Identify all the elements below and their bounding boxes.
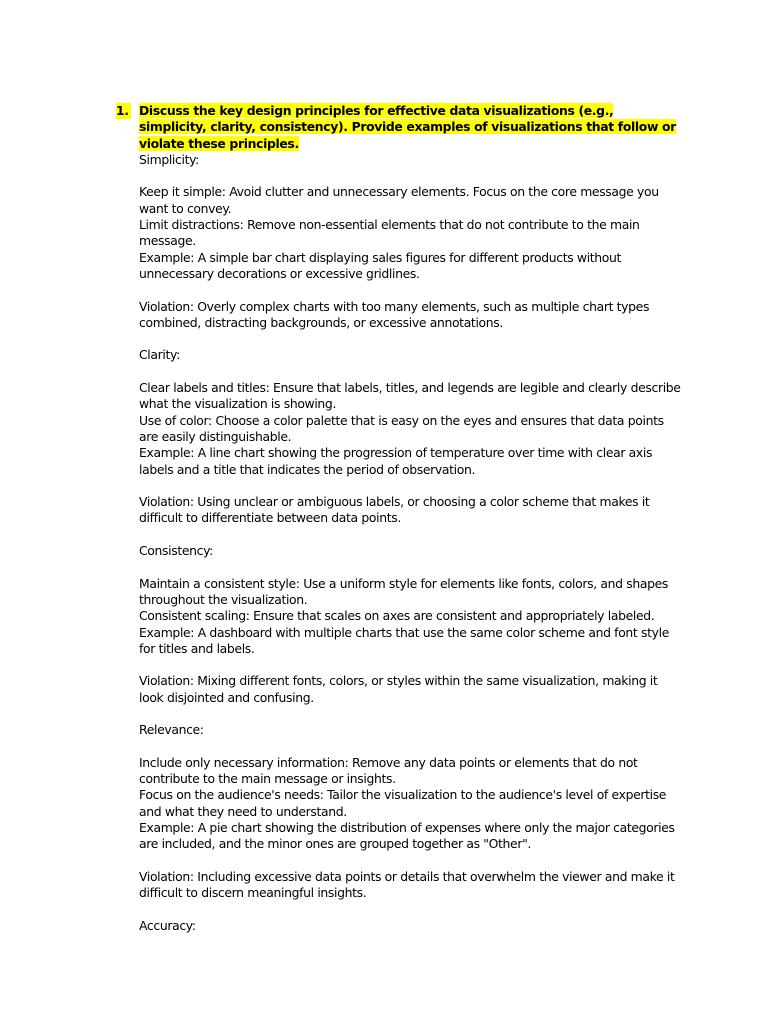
section-heading: Consistency: — [139, 543, 213, 559]
paragraph: Violation: Overly complex charts with too many elements, such as multiple chart types combined, distracting backgrounds, or excessive annotations. — [139, 298, 650, 330]
paragraph: Example: A line chart showing the progression of temperature over time with clear axis labels and a title that indicates the period of observation. — [139, 445, 653, 477]
blank-line — [139, 706, 684, 722]
paragraph: Violation: Using unclear or ambiguous labels, or choosing a color scheme that makes it difficult to differentiate between data points. — [139, 494, 650, 526]
question-text: Discuss the key design principles for effective data visualizations (e.g., simplicity, clarity, consistency). Provide examples of visualizations that follow or violate these principles. — [139, 103, 676, 151]
blank-line — [139, 282, 684, 298]
blank-line — [139, 331, 684, 347]
blank-line — [139, 527, 684, 543]
blank-line — [139, 364, 684, 380]
blank-line — [139, 478, 684, 494]
section-heading: Clarity: — [139, 347, 180, 363]
question-number: 1. — [116, 103, 129, 118]
paragraph: Example: A simple bar chart displaying sales figures for different products without unnecessary decorations or excessive gridlines. — [139, 249, 622, 281]
paragraph: Clear labels and titles: Ensure that labels, titles, and legends are legible and clearly describe what the visualization is showing. — [139, 380, 681, 412]
section-heading: Accuracy: — [139, 917, 196, 933]
paragraph: Consistent scaling: Ensure that scales on axes are consistent and appropriately labeled. — [139, 608, 655, 624]
paragraph: Violation: Mixing different fonts, colors, or styles within the same visualization, making it look disjointed and confusing. — [139, 673, 658, 705]
answer-paragraphs — [139, 152, 684, 934]
paragraph: Violation: Including excessive data points or details that overwhelm the viewer and make it difficult to discern meaningful insights. — [139, 868, 675, 901]
section-heading: Relevance: — [139, 722, 204, 738]
blank-line — [139, 559, 684, 575]
question-heading — [139, 103, 684, 152]
paragraph: Include only necessary information: Remove any data points or elements that do not contribute to the main message or insights. — [139, 754, 638, 787]
paragraph: Use of color: Choose a color palette that is easy on the eyes and ensures that data points are easily distinguishable. — [139, 412, 664, 444]
paragraph: Keep it simple: Avoid clutter and unnecessary elements. Focus on the core message you want to convey. — [139, 184, 659, 216]
blank-line — [139, 853, 684, 869]
paragraph: Example: A dashboard with multiple charts that use the same color scheme and font style for titles and labels. — [139, 624, 669, 656]
document-body — [116, 103, 684, 934]
blank-line — [139, 902, 684, 918]
paragraph: Maintain a consistent style: Use a uniform style for elements like fonts, colors, and shapes throughout the visualization. — [139, 575, 668, 607]
blank-line — [139, 657, 684, 673]
paragraph: Focus on the audience's needs: Tailor the visualization to the audience's level of expertise and what they need to understand. — [139, 787, 667, 819]
blank-line — [139, 739, 684, 755]
paragraph: Limit distractions: Remove non-essential elements that do not contribute to the main message. — [139, 217, 640, 249]
blank-line — [139, 168, 684, 184]
paragraph: Example: A pie chart showing the distribution of expenses where only the major categories are included, and the minor ones are grouped together as "Other". — [139, 820, 675, 852]
section-heading: Simplicity: — [139, 151, 199, 167]
